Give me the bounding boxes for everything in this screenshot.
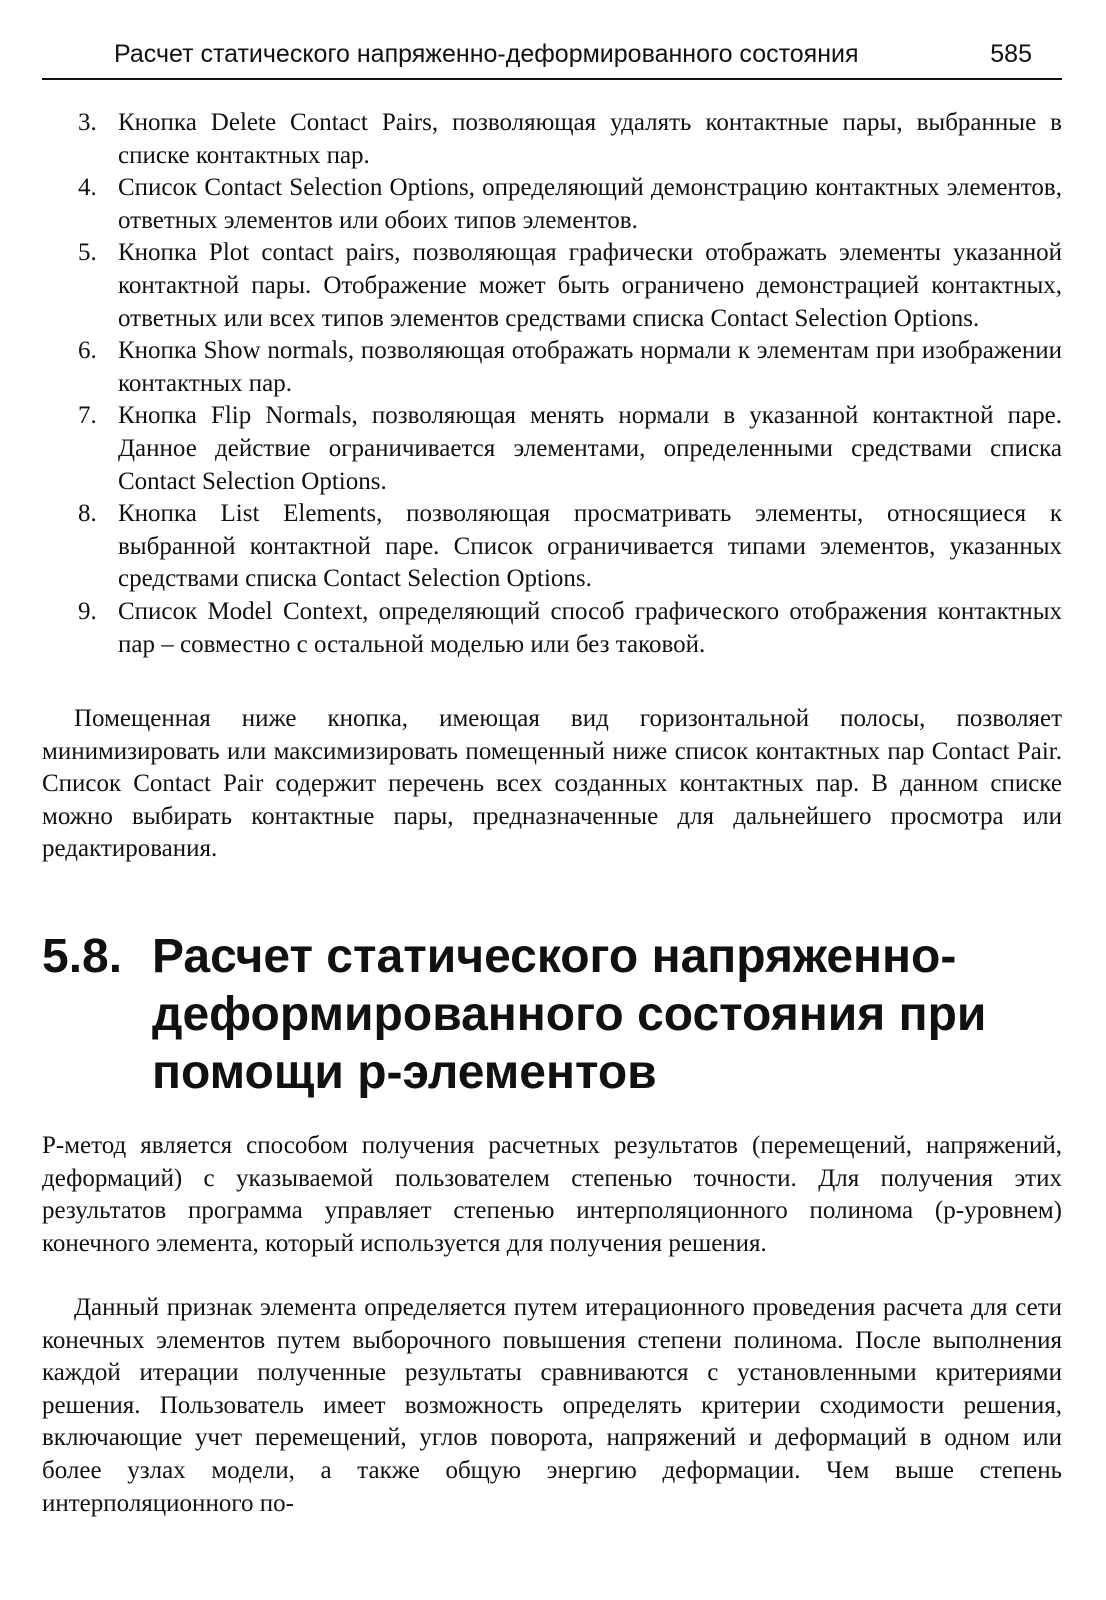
running-header-title: Расчет статического напряженно-деформированного состояния (114, 40, 859, 68)
list-item-number: 5. (78, 239, 97, 267)
list-item (42, 172, 1062, 237)
body-paragraph: Данный признак элемента определяется путем итерационного проведения расчета для сети конечных элементов путем выборочного повышения степени полинома. После выполнения каждой итерации полученные результаты сравниваются с установленными критериями решения. Пользователь имеет возможность определять критерии сходимости решения, включающие учет перемещений, углов поворота, напряжений и деформаций в одном или более узлах модели, а также общую энергию деформации. Чем выше степень интерполяционного по- (42, 1294, 1062, 1517)
list-item-number: 8. (78, 500, 97, 528)
list-item-text: Кнопка Delete Contact Pairs, позволяющая удалять контактные пары, выбранные в списке контактных пар. (118, 109, 1062, 169)
running-header (42, 38, 1062, 80)
list-item (42, 498, 1062, 596)
list-item-text: Кнопка List Elements, позволяющая просматривать элементы, относящиеся к выбранной контактной паре. Список ограничивается типами элементов, указанных средствами списка Contact Selection Options. (118, 500, 1062, 593)
list-item (42, 237, 1062, 335)
numbered-list (42, 107, 1062, 661)
section-heading (42, 928, 1062, 1102)
list-item-text: Кнопка Show normals, позволяющая отображать нормали к элементам при изображении контактных пар. (118, 337, 1062, 397)
list-item-text: Кнопка Plot contact pairs, позволяющая графически отображать элементы указанной контактной пары. Отображение может быть ограничено демонстрацией контактных, ответных или всех типов элементов средствами списка Contact Selection Options. (118, 239, 1062, 332)
list-item-text: Кнопка Flip Normals, позволяющая менять нормали в указанной контактной паре. Данное действие ограничивается элементами, определенными средствами списка Contact Selection Options. (118, 402, 1062, 495)
section-number: 5.8. (42, 929, 123, 983)
list-item-number: 6. (78, 337, 97, 365)
body-paragraph: Помещенная ниже кнопка, имеющая вид горизонтальной полосы, позволяет минимизировать или максимизировать помещенный ниже список контактных пар Contact Pair. Список Contact Pair содержит перечень всех созданных контактных пар. В данном списке можно выбирать контактные пары, предназначенные для дальнейшего просмотра или редактирования. (42, 705, 1062, 863)
list-item (42, 400, 1062, 498)
list-item-text: Список Contact Selection Options, определяющий демонстрацию контактных элементов, ответных элементов или обоих типов элементов. (118, 174, 1062, 234)
section-title: Расчет статического напряженно-деформированного состояния при помощи р-элементов (152, 929, 987, 1099)
list-item-number: 7. (78, 402, 97, 430)
list-item-number: 3. (78, 109, 97, 136)
page-number: 585 (990, 40, 1032, 68)
list-item (42, 107, 1062, 172)
body-paragraph: Р-метод является способом получения расчетных результатов (перемещений, напряжений, деформаций) с указываемой пользователем степенью точности. Для получения этих результатов программа управляет степенью интерполяционного полинома (р-уровнем) конечного элемента, который используется для получения решения. (42, 1132, 1062, 1257)
list-item (42, 596, 1062, 661)
list-item (42, 335, 1062, 400)
list-item-number: 4. (78, 174, 97, 202)
list-item-text: Список Model Context, определяющий способ графического отображения контактных пар – совместно с остальной моделью или без таковой. (118, 597, 1062, 658)
list-item-number: 9. (78, 597, 97, 625)
book-page (42, 0, 1062, 1600)
